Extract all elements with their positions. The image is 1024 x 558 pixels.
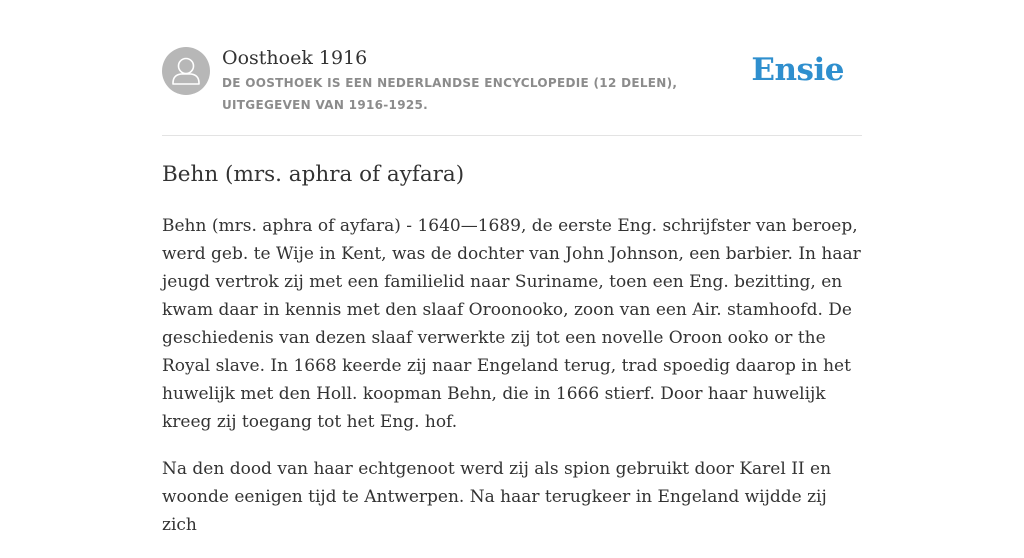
article-paragraph: Na den dood van haar echtgenoot werd zij als spion gebruikt door Karel II en woonde eenigen tijd te Antwerpen. Na haar terugkeer in Engeland wijdde zij zich [162,459,832,535]
ensie-logo[interactable]: Ensie [751,52,844,88]
header-divider [162,135,862,136]
user-avatar-icon[interactable] [162,47,210,95]
article-body [162,212,862,558]
article-title: Behn (mrs. aphra of ayfara) [162,162,465,187]
source-title[interactable]: Oosthoek 1916 [222,47,368,69]
source-header [162,46,862,116]
source-description: DE OOSTHOEK IS EEN NEDERLANDSE ENCYCLOPEDIE (12 DELEN), UITGEGEVEN VAN 1916-1925. [222,76,678,112]
user-silhouette-icon [162,47,210,95]
article-paragraph: Behn (mrs. aphra of ayfara) - 1640—1689, de eerste Eng. schrijfster van beroep, werd geb. te Wije in Kent, was de dochter van John Johnson, een barbier. In haar jeugd vertrok zij met een familielid naar Suriname, toen een Eng. bezitting, en kwam daar in kennis met den slaaf Oroonooko, zoon van een Air. stamhoofd. De geschiedenis van dezen slaaf verwerkte zij tot een novelle Oroon ooko or the Royal slave. In 1668 keerde zij naar Engeland terug, trad spoedig daarop in het huwelijk met den Holl. koopman Behn, die in 1666 stierf. Door haar huwelijk kreeg zij toegang tot het Eng. hof. [162,216,861,432]
